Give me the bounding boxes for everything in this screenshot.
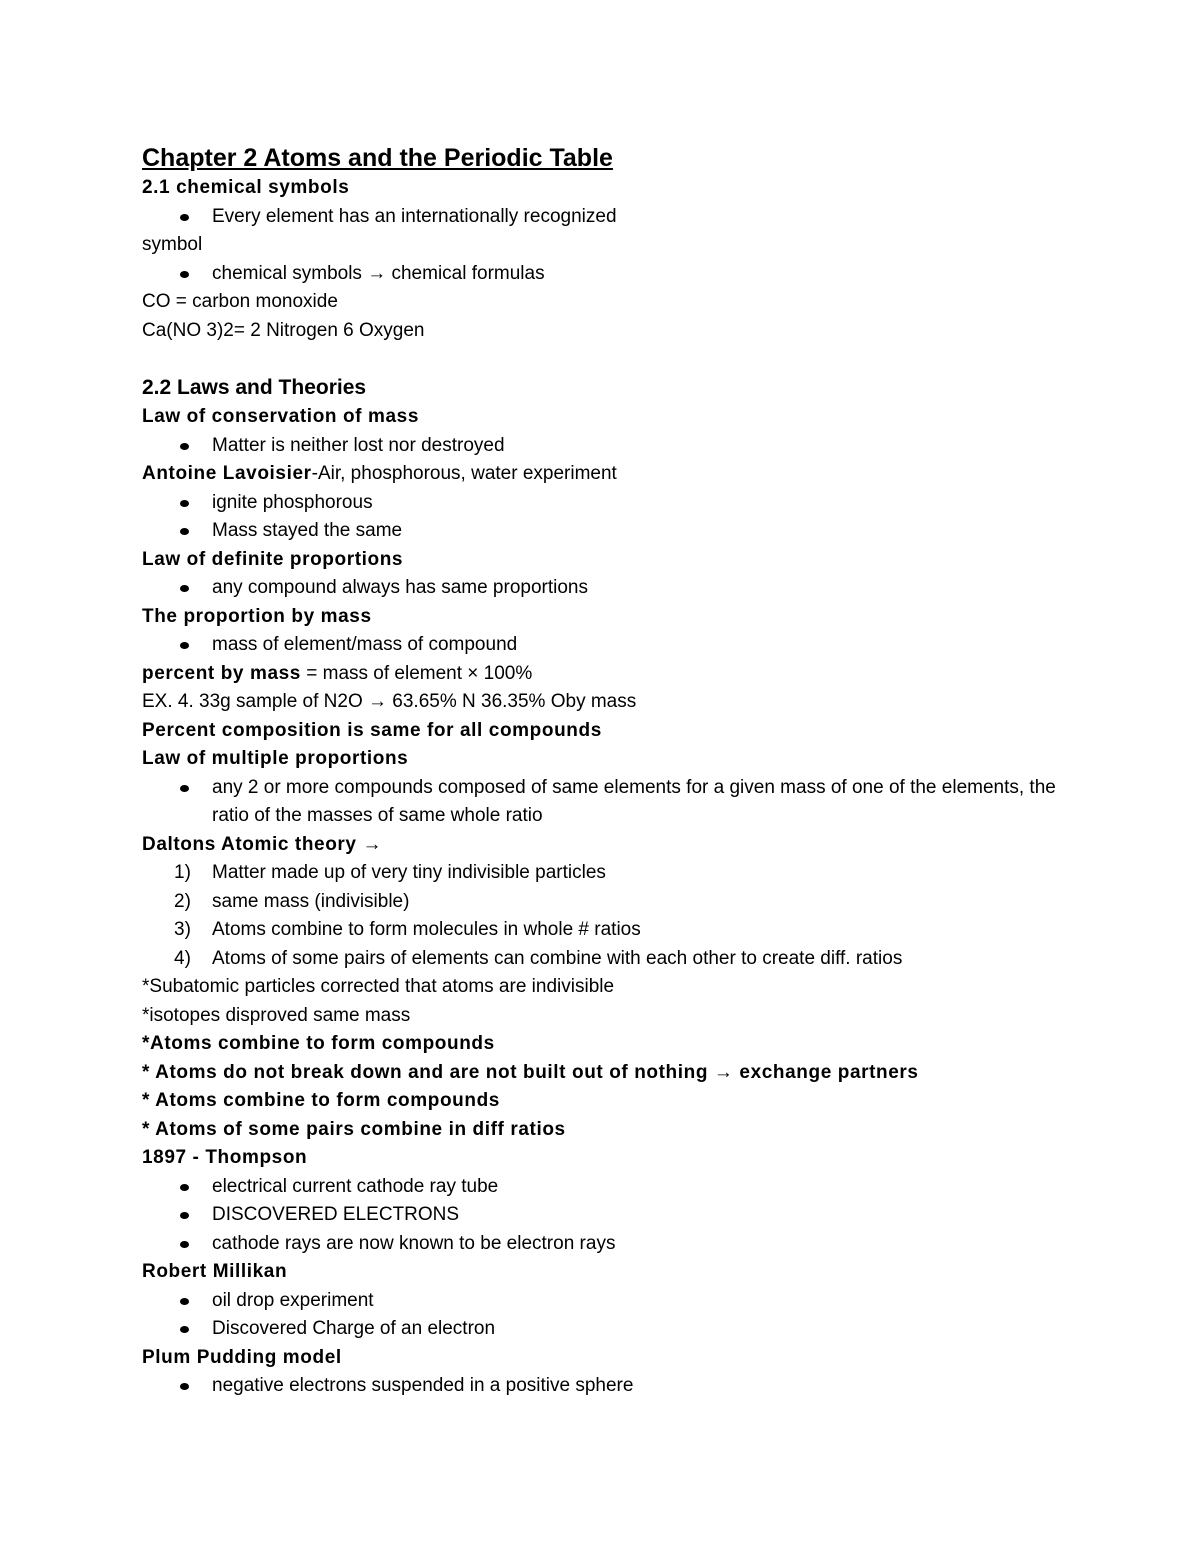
numbered-item xyxy=(142,888,1062,917)
list-item-text: DISCOVERED ELECTRONS xyxy=(212,1204,460,1225)
list-item xyxy=(142,203,1062,232)
list-item-text: oil drop experiment xyxy=(212,1289,374,1311)
list-number: 3) xyxy=(174,919,191,940)
list-item xyxy=(142,432,1062,461)
page-title: Chapter 2 Atoms and the Periodic Table xyxy=(142,144,613,172)
list-item-text: mass of element/mass of compound xyxy=(212,634,518,655)
list-item xyxy=(142,260,1062,289)
bullet-icon xyxy=(180,214,189,221)
bullet-icon xyxy=(180,1241,189,1248)
law-heading: Plum Pudding model xyxy=(142,1346,342,1368)
starred-note: * Atoms combine to form compounds xyxy=(142,1090,500,1111)
spacer xyxy=(142,345,1062,373)
list-item-text: same mass (indivisible) xyxy=(212,890,410,912)
list-item-text: cathode rays are now known to be electron rays xyxy=(212,1232,616,1254)
list-item-text: ignite phosphorous xyxy=(212,491,373,513)
law-heading: Robert Millikan xyxy=(142,1261,288,1282)
list-item-text: Mass stayed the same xyxy=(212,520,403,541)
list-item-text: electrical current cathode ray tube xyxy=(212,1175,499,1197)
list-item xyxy=(142,574,1062,603)
law-heading: Law of definite proportions xyxy=(142,548,404,570)
list-item xyxy=(142,1315,1062,1344)
bullet-icon xyxy=(180,271,189,278)
bullet-icon xyxy=(180,443,189,450)
section-heading-2-2: 2.2 Laws and Theories xyxy=(142,376,367,399)
bullet-icon xyxy=(180,1326,189,1333)
section-heading-2-1: 2.1 chemical symbols xyxy=(142,177,350,198)
list-item xyxy=(142,1201,1062,1230)
list-item xyxy=(142,1372,1062,1401)
starred-note: * Atoms do not break down and are not built out of nothing → exchange partners xyxy=(142,1061,919,1083)
list-item-text: any compound always has same proportions xyxy=(212,577,588,598)
list-item-text: Every element has an internationally recognized xyxy=(212,205,617,227)
text-run: = mass of element × 100% xyxy=(300,662,533,684)
text-line: EX. 4. 33g sample of N2O → 63.65% N 36.35% Oby mass xyxy=(142,691,637,712)
starred-note: *Atoms combine to form compounds xyxy=(142,1033,495,1054)
list-item-text: Atoms combine to form molecules in whole # ratios xyxy=(212,919,641,940)
person-name: Antoine Lavoisier xyxy=(142,463,312,484)
list-item-text: Matter is neither lost nor destroyed xyxy=(212,434,505,456)
text-line: Ca(NO 3)2= 2 Nitrogen 6 Oxygen xyxy=(142,319,425,341)
bullet-icon xyxy=(180,1383,189,1390)
list-number: 2) xyxy=(174,890,191,912)
bullet-icon xyxy=(180,585,189,592)
bullet-icon xyxy=(180,528,189,535)
bullet-icon xyxy=(180,1184,189,1191)
term-label: percent by mass xyxy=(142,662,301,684)
text-line: CO = carbon monoxide xyxy=(142,291,338,312)
list-item-text: Matter made up of very tiny indivisible particles xyxy=(212,862,606,883)
bullet-icon xyxy=(180,642,189,649)
list-item xyxy=(142,1230,1062,1259)
list-item xyxy=(142,1173,1062,1202)
bullet-icon xyxy=(180,1298,189,1305)
text-run: -Air, phosphorous, water experiment xyxy=(311,463,617,484)
list-item xyxy=(142,631,1062,660)
list-item-text: chemical symbols → chemical formulas xyxy=(212,262,545,284)
law-heading: 1897 - Thompson xyxy=(142,1147,308,1168)
law-heading: Daltons Atomic theory → xyxy=(142,833,383,855)
list-item xyxy=(142,517,1062,546)
text-line xyxy=(142,660,1062,689)
numbered-item xyxy=(142,859,1062,888)
note-line: *isotopes disproved same mass xyxy=(142,1004,411,1026)
bullet-icon xyxy=(180,1212,189,1219)
list-item xyxy=(142,489,1062,518)
list-item-text: negative electrons suspended in a positive sphere xyxy=(212,1375,634,1396)
law-heading: Law of conservation of mass xyxy=(142,406,419,427)
numbered-item xyxy=(142,916,1062,945)
note-line: *Subatomic particles corrected that atoms are indivisible xyxy=(142,976,615,997)
list-item-text: any 2 or more compounds composed of same elements for a given mass of one of the elements, the ratio of the masses of same whole ratio xyxy=(212,776,1056,826)
bullet-icon xyxy=(180,500,189,507)
list-number: 4) xyxy=(174,947,191,969)
list-item xyxy=(142,1287,1062,1316)
document-content xyxy=(142,142,1062,1401)
numbered-item xyxy=(142,945,1062,974)
law-heading: Percent composition is same for all compounds xyxy=(142,719,602,741)
text-line: symbol xyxy=(142,234,203,255)
list-item xyxy=(142,774,1062,831)
law-heading: The proportion by mass xyxy=(142,605,372,627)
starred-note: * Atoms of some pairs combine in diff ratios xyxy=(142,1118,566,1140)
list-item-text: Atoms of some pairs of elements can combine with each other to create diff. ratios xyxy=(212,947,903,969)
law-heading: Law of multiple proportions xyxy=(142,748,409,769)
list-number: 1) xyxy=(174,862,191,883)
text-line xyxy=(142,460,1062,489)
list-item-text: Discovered Charge of an electron xyxy=(212,1318,496,1339)
bullet-icon xyxy=(180,785,189,792)
